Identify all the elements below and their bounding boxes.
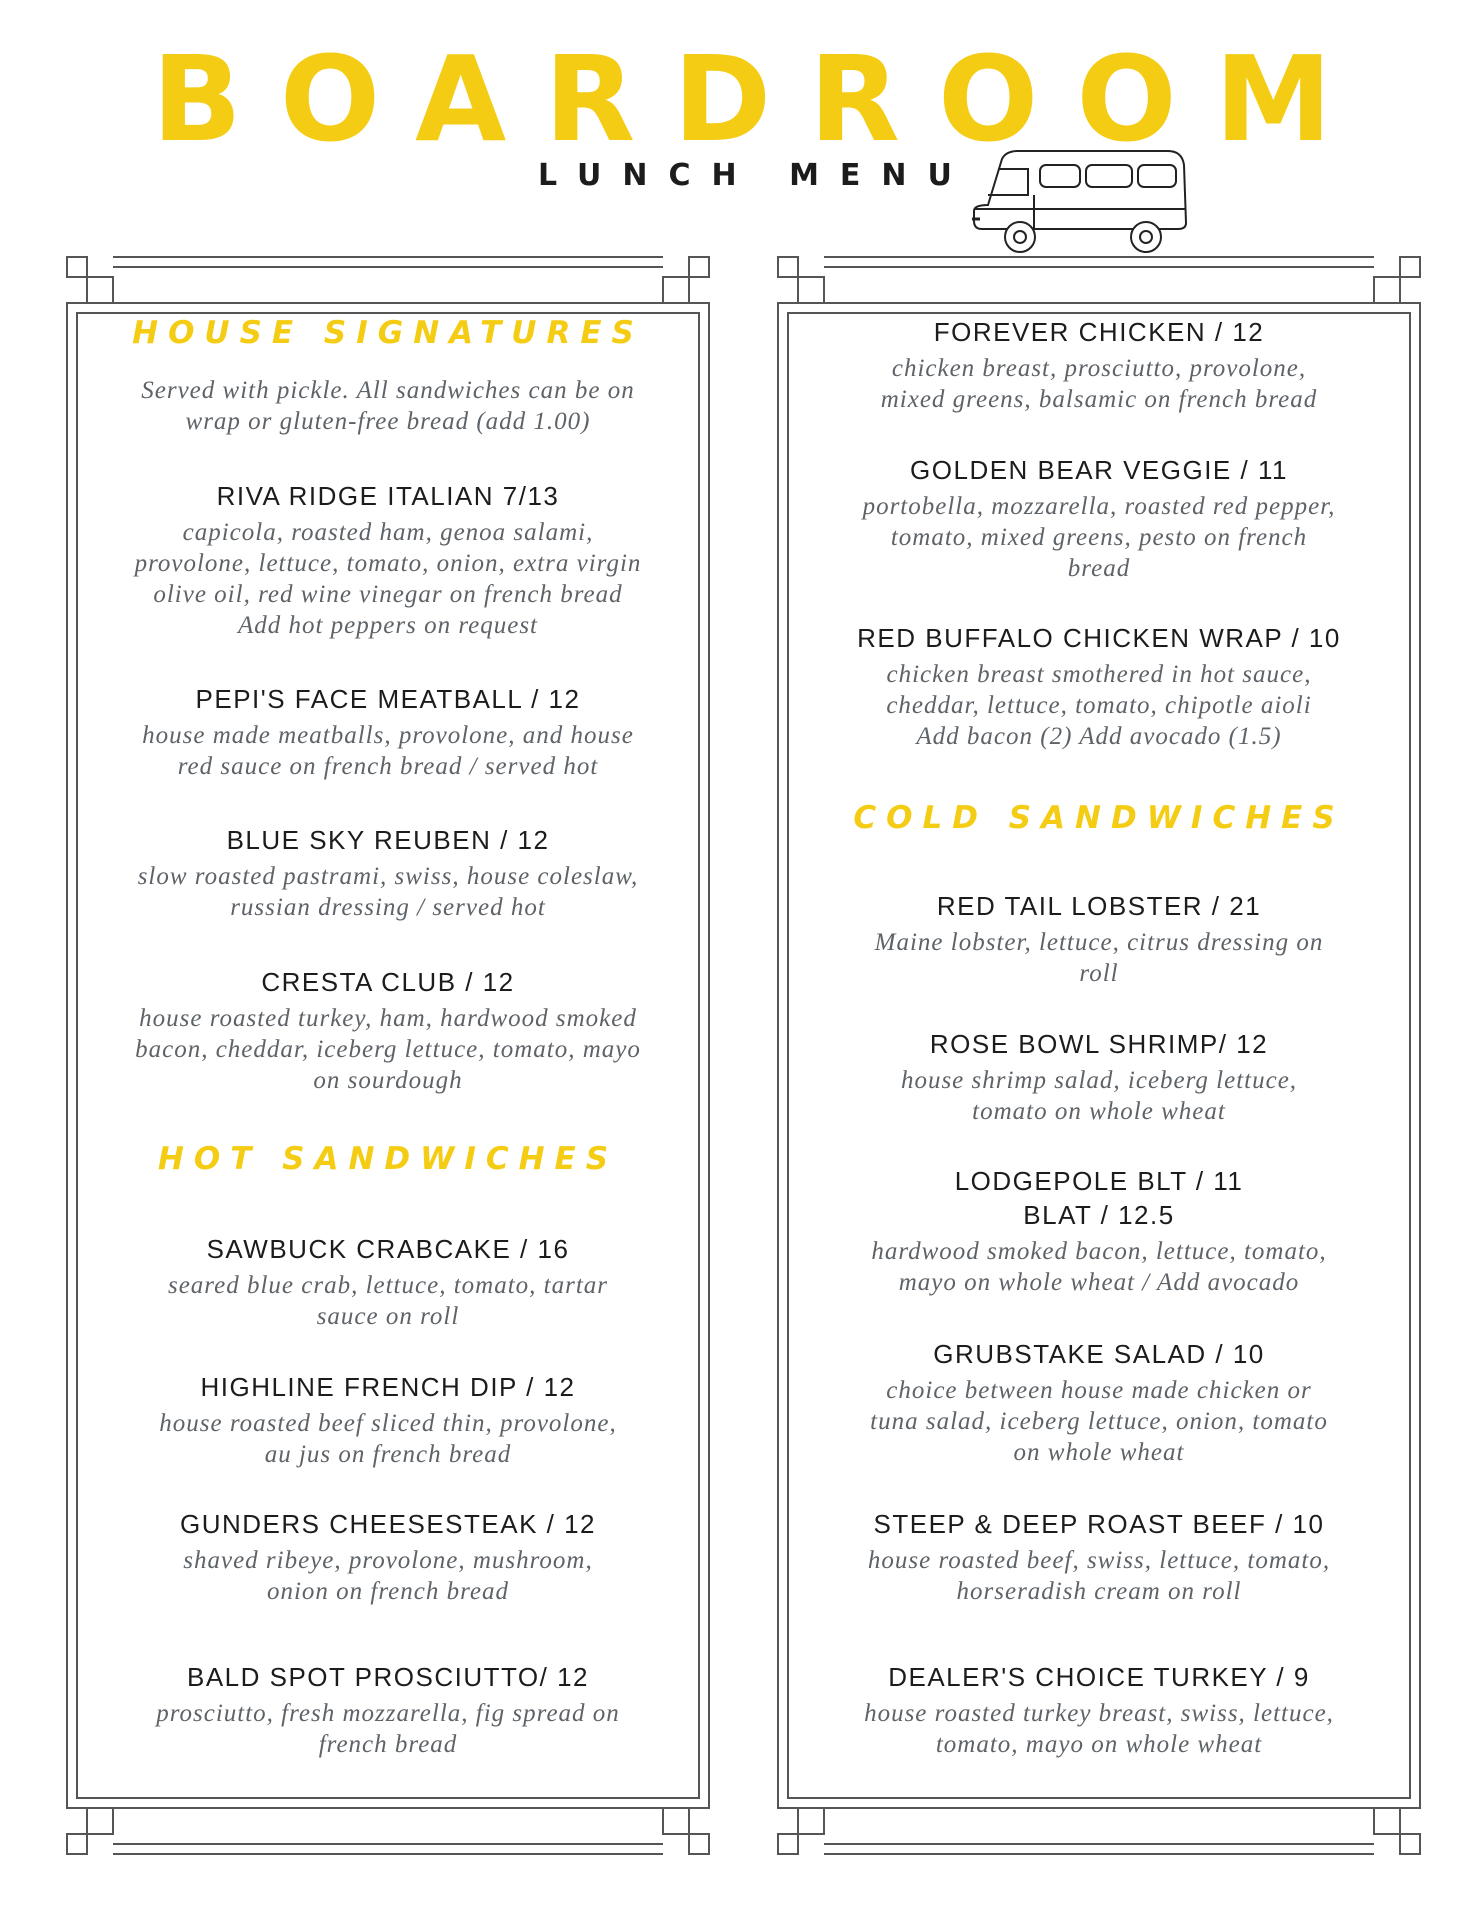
menu-item <box>806 1507 1392 1607</box>
item-description: slow roasted pastrami, swiss, house coleslaw, russian dressing / served hot <box>137 863 639 921</box>
item-description: hardwood smoked bacon, lettuce, tomato, mayo on whole wheat / Add avocado <box>871 1238 1327 1296</box>
item-name: GOLDEN BEAR VEGGIE / 11 <box>910 455 1288 485</box>
section-heading-house-signatures: HOUSE SIGNATURES <box>132 315 644 351</box>
item-name-alt: BLAT / 12.5 <box>1023 1200 1175 1230</box>
item-name: BALD SPOT PROSCIUTTO/ 12 <box>186 1662 590 1692</box>
item-description: house made meatballs, provolone, and house red sauce on french bread / served hot <box>142 722 634 780</box>
item-name: STEEP & DEEP ROAST BEEF / 10 <box>873 1509 1325 1539</box>
item-description: house roasted beef, swiss, lettuce, tomato, horseradish cream on roll <box>867 1547 1331 1605</box>
item-description: choice between house made chicken or tuna salad, iceberg lettuce, onion, tomato on whole wheat <box>870 1377 1328 1466</box>
van-illustration <box>968 145 1196 257</box>
menu-item <box>95 823 681 923</box>
item-description: house roasted beef sliced thin, provolone, au jus on french bread <box>159 1410 617 1468</box>
item-name: ROSE BOWL SHRIMP/ 12 <box>929 1029 1269 1059</box>
item-name: BLUE SKY REUBEN / 12 <box>226 825 550 855</box>
restaurant-title: BOARDROOM <box>151 30 1371 168</box>
item-name: RED TAIL LOBSTER / 21 <box>936 891 1262 921</box>
item-name: DEALER'S CHOICE TURKEY / 9 <box>888 1662 1310 1692</box>
section-heading-hot-sandwiches: HOT SANDWICHES <box>157 1141 619 1177</box>
item-description: house shrimp salad, iceberg lettuce, tomato on whole wheat <box>900 1067 1298 1125</box>
menu-subtitle: LUNCH MENU <box>538 158 973 193</box>
section-heading-cold-sandwiches: COLD SANDWICHES <box>853 800 1345 836</box>
menu-item <box>806 1027 1392 1127</box>
item-description: Maine lobster, lettuce, citrus dressing on roll <box>874 929 1324 987</box>
menu-item <box>95 1507 681 1607</box>
item-description: chicken breast, prosciutto, provolone, mixed greens, balsamic on french bread <box>880 355 1318 413</box>
item-name: GRUBSTAKE SALAD / 10 <box>933 1339 1265 1369</box>
menu-item <box>806 1660 1392 1760</box>
right-menu-panel <box>776 255 1422 1856</box>
menu-item <box>95 682 681 782</box>
menu-item <box>95 1370 681 1470</box>
item-name: PEPI'S FACE MEATBALL / 12 <box>195 684 581 714</box>
menu-item <box>95 965 681 1096</box>
item-name: RED BUFFALO CHICKEN WRAP / 10 <box>857 623 1341 653</box>
item-name: LODGEPOLE BLT / 11 <box>954 1166 1244 1196</box>
item-name: GUNDERS CHEESESTEAK / 12 <box>180 1509 596 1539</box>
item-description: chicken breast smothered in hot sauce, cheddar, lettuce, tomato, chipotle aioli Add bacon (2) Add avocado (1.5) <box>886 661 1312 750</box>
item-description: seared blue crab, lettuce, tomato, tartar sauce on roll <box>167 1272 608 1330</box>
menu-item <box>95 1660 681 1760</box>
menu-item <box>806 453 1392 584</box>
signatures-note: Served with pickle. All sandwiches can be on wrap or gluten-free bread (add 1.00) <box>141 377 635 435</box>
item-description: capicola, roasted ham, genoa salami, provolone, lettuce, tomato, onion, extra virgin olive oil, red wine vinegar on french bread Add hot peppers on request <box>134 519 642 639</box>
menu-item <box>806 621 1392 752</box>
item-description: house roasted turkey, ham, hardwood smoked bacon, cheddar, iceberg lettuce, tomato, mayo on sourdough <box>135 1005 641 1094</box>
item-name: SAWBUCK CRABCAKE / 16 <box>206 1234 570 1264</box>
item-description: shaved ribeye, provolone, mushroom, onion on french bread <box>183 1547 593 1605</box>
item-name: FOREVER CHICKEN / 12 <box>933 317 1265 347</box>
item-name: RIVA RIDGE ITALIAN 7/13 <box>216 481 560 511</box>
left-menu-panel <box>65 255 711 1856</box>
menu-item <box>806 1337 1392 1468</box>
menu-item <box>806 1164 1392 1298</box>
menu-item <box>95 1232 681 1332</box>
item-description: portobella, mozzarella, roasted red pepper, tomato, mixed greens, pesto on french bread <box>862 493 1336 582</box>
item-name: CRESTA CLUB / 12 <box>261 967 515 997</box>
item-name: HIGHLINE FRENCH DIP / 12 <box>200 1372 576 1402</box>
item-description: prosciutto, fresh mozzarella, fig spread on french bread <box>156 1700 620 1758</box>
menu-item <box>806 315 1392 415</box>
menu-item <box>95 479 681 641</box>
item-description: house roasted turkey breast, swiss, lettuce, tomato, mayo on whole wheat <box>864 1700 1334 1758</box>
menu-item <box>806 889 1392 989</box>
